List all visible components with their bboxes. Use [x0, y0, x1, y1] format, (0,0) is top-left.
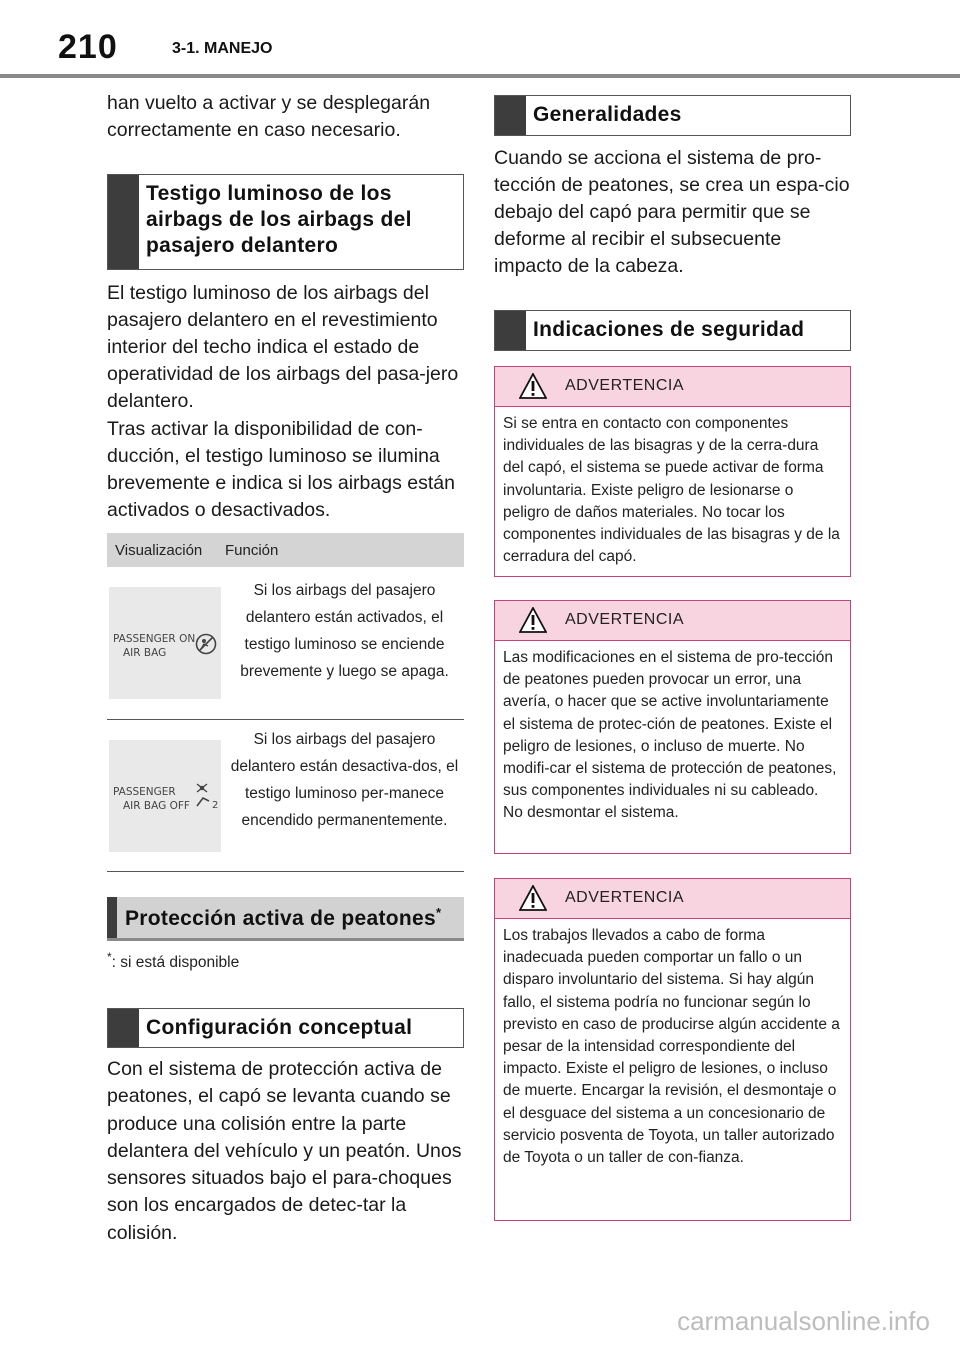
table-header-display: Visualización	[115, 541, 203, 559]
footnote-mark: *	[107, 950, 112, 964]
heading-bar	[107, 897, 117, 938]
heading-testigo-title: Testigo luminoso de los airbags de los airbags del pasajero delantero	[146, 182, 412, 257]
heading-generalidades-title: Generalidades	[533, 103, 682, 126]
panel-text-line1: PASSENGER	[113, 785, 176, 798]
warning-label: ADVERTENCIA	[565, 611, 685, 628]
warning-box-3	[494, 878, 851, 1221]
panel-text-line2: AIR BAG	[123, 647, 167, 659]
table-row	[107, 720, 464, 872]
airbag-on-panel	[109, 587, 221, 699]
heading-proteccion-text: Protección activa de peatones	[125, 907, 436, 930]
heading-config-title: Configuración conceptual	[146, 1016, 413, 1039]
warning-text: Las modificaciones en el sistema de pro-tección de peatones pueden provocar un error, una avería, o hacer que se active involuntariamente el sistema de protec-ción de peatones. Existe el peligro de lesiones, o incluso de muerte. No modifi-car el sistema de protección de peatones, sus componentes individuales ni su cableado. No desmontar el sistema.	[503, 649, 837, 822]
warning-header	[495, 879, 850, 919]
airbag-off-icon	[193, 782, 219, 810]
heading-testigo	[107, 174, 464, 270]
section-label: 3-1. MANEJO	[172, 40, 273, 57]
warning-box-1	[494, 366, 851, 577]
heading-seguridad	[494, 310, 851, 351]
panel-text-line2: AIR BAG OFF	[123, 799, 190, 812]
page-header	[0, 0, 960, 78]
paragraph-generalidades: Cuando se acciona el sistema de pro-tección de peatones, se crea un espa-cio debajo del capó para permitir que se deforme al recibir el subsecuente impacto de la cabeza.	[494, 147, 850, 277]
footnote	[107, 950, 239, 972]
warning-triangle-icon	[519, 373, 547, 399]
airbag-off-panel	[109, 740, 221, 852]
panel-text-line1: PASSENGER ON	[113, 633, 196, 645]
warning-box-2	[494, 600, 851, 854]
warning-header	[495, 601, 850, 641]
heading-seguridad-title: Indicaciones de seguridad	[533, 318, 805, 341]
table-cell-function: Si los airbags del pasajero delantero están desactiva-dos, el testigo luminoso per-manece encendido permanentemente.	[230, 731, 459, 829]
heading-generalidades	[494, 95, 851, 136]
table-cell-image	[107, 567, 225, 719]
indicator-table	[107, 533, 464, 872]
asterisk-mark: *	[435, 905, 442, 920]
svg-text:2: 2	[212, 799, 219, 810]
heading-proteccion	[107, 897, 464, 941]
heading-proteccion-title	[117, 897, 449, 938]
heading-bar	[495, 96, 526, 135]
paragraph-testigo-1: El testigo luminoso de los airbags del pasajero delantero en el revestimiento interior del techo indica el estado de operatividad de los airbags del pasa-jero delantero.	[107, 282, 459, 412]
table-row	[107, 567, 464, 720]
watermark: carmanualsonline.info	[677, 1306, 930, 1336]
table-cell-image	[107, 720, 225, 871]
intro-paragraph: han vuelto a activar y se desplegarán correctamente en caso necesario.	[107, 92, 431, 141]
warning-text: Si se entra en contacto con componentes individuales de las bisagras y de la cerra-dura del capó, el sistema se puede activar de forma involuntaria. Existe peligro de lesionarse o peligro de daños materiales. No tocar los componentes individuales de las bisagras y de la cerradura del capó.	[503, 415, 840, 566]
page-number: 210	[58, 28, 118, 66]
footnote-text: : si está disponible	[111, 954, 240, 972]
table-header-function: Función	[225, 541, 279, 559]
paragraph-testigo-2: Tras activar la disponibilidad de con-ducción, el testigo luminoso se ilumina brevemente e indica si los airbags están activados o desactivados.	[107, 418, 455, 521]
warning-label: ADVERTENCIA	[565, 889, 685, 906]
airbag-on-icon	[195, 633, 217, 655]
warning-triangle-icon	[519, 885, 547, 911]
heading-bar	[495, 311, 526, 350]
warning-label: ADVERTENCIA	[565, 377, 685, 394]
warning-header	[495, 367, 850, 407]
paragraph-config: Con el sistema de protección activa de peatones, el capó se levanta cuando se produce una colisión entre la parte delantera del vehículo y un peatón. Unos sensores situados bajo el para-choques son los encargados de detec-tar la colisión.	[107, 1058, 462, 1244]
heading-bar	[108, 175, 139, 269]
heading-config	[107, 1008, 464, 1048]
heading-bar	[108, 1009, 139, 1047]
warning-triangle-icon	[519, 607, 547, 633]
table-cell-function: Si los airbags del pasajero delantero están activados, el testigo luminoso se enciende brevemente y luego se apaga.	[240, 582, 449, 680]
warning-text: Los trabajos llevados a cabo de forma inadecuada pueden comportar un fallo o un disparo involuntario del sistema. Si hay algún fallo, el sistema podría no funcionar según lo previsto en caso de producirse algún accidente a pesar de la intensidad correspondiente del impacto. Existe el peligro de lesiones, o incluso de muerte. Encargar la revisión, el desmontaje o el desguace del sistema a un concesionario de servicio posventa de Toyota, un taller autorizado de Toyota o un taller de con-fianza.	[503, 927, 840, 1167]
header-rule	[0, 74, 960, 78]
table-header	[107, 533, 464, 567]
